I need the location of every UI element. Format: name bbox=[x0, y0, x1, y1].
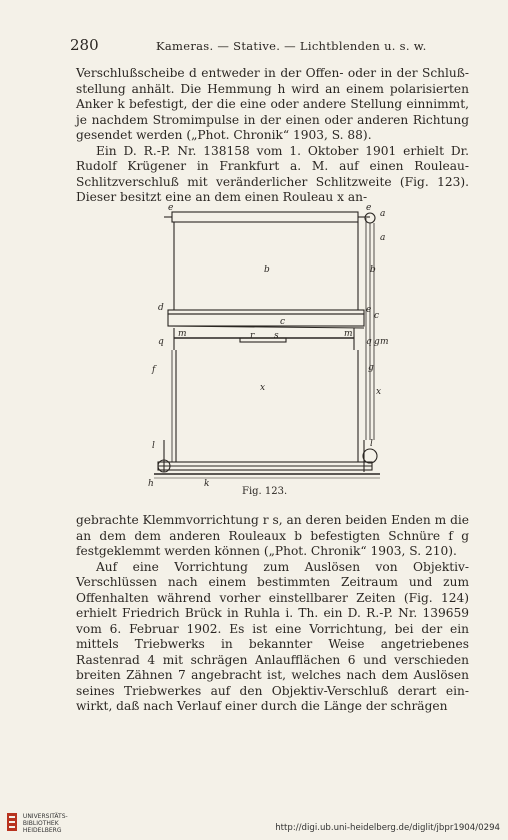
label-l: l bbox=[152, 441, 155, 451]
label-m: m bbox=[380, 337, 389, 347]
label-a: a bbox=[380, 233, 386, 243]
running-title: Kameras. — Stative. — Lichtblenden u. s. w. bbox=[156, 39, 427, 53]
top-roller bbox=[172, 212, 358, 222]
paragraph: Auf eine Vorrichtung zum Auslösen von Objektiv-Verschlüssen nach einem bestimmten Zeitraum und zum Offenhalten während vorher einstellbarer Zeiten (Fig. 124) erhielt Friedrich Brück in Ruhla i. Th. ein D. R.-P. Nr. 139659 vom 6. Februar 1902. Es ist eine Vorrichtung, bei der ein mittels Triebwerks in bekannter Weise angetriebenes Rastenrad 4 mit schrägen Anlaufflächen 6 und verschieden breiten Zähnen 7 angebracht ist, welches nach dem Auslösen seines Triebwerkes auf den Objektiv-Verschluß derart ein-wirkt, daß nach Verlauf einer durch die Länge der schrägen bbox=[76, 559, 469, 713]
label-h: h bbox=[148, 479, 154, 489]
label-b: b bbox=[264, 265, 270, 275]
label-q: q bbox=[158, 337, 164, 347]
label-m: m bbox=[344, 329, 353, 339]
label-k: k bbox=[204, 479, 210, 489]
body-text-bottom bbox=[76, 513, 469, 715]
library-logo[interactable] bbox=[6, 812, 68, 834]
label-f: f bbox=[152, 365, 156, 375]
shutter-drawing bbox=[154, 212, 380, 478]
figure-caption: Fig. 123. bbox=[242, 486, 288, 497]
label-b: b bbox=[370, 265, 376, 275]
label-e: e bbox=[366, 203, 372, 213]
page-number: 280 bbox=[70, 36, 99, 54]
figure-labels bbox=[148, 203, 389, 489]
library-line: BIBLIOTHEK bbox=[22, 820, 59, 827]
paragraph: Verschlußscheibe d entweder in der Offen- oder in der Schluß-stellung anhält. Die Hemmung h wird an einem polarisierten Anker k befestigt, der die eine oder andere Stellung einnimmt, je nachdem Stromimpulse in der einen oder anderen Richtung gesendet werden („Phot. Chronik“ 1903, S. 88). bbox=[76, 66, 469, 142]
label-x: x bbox=[376, 387, 382, 397]
top-pulley bbox=[365, 213, 375, 223]
university-seal-icon bbox=[6, 812, 18, 832]
page-header bbox=[70, 36, 470, 56]
library-line: UNIVERSITÄTS- bbox=[22, 813, 68, 820]
label-s: s bbox=[274, 331, 279, 341]
label-m: m bbox=[178, 329, 187, 339]
label-q: q bbox=[366, 337, 372, 347]
paragraph: gebrachte Klemmvorrichtung r s, an deren beiden Enden m die an dem dem anderen Rouleaux b befestigten Schnüre f g festgeklemmt werden können („Phot. Chronik“ 1903, S. 210). bbox=[76, 513, 469, 558]
label-g: g bbox=[368, 363, 374, 373]
label-c: c bbox=[374, 311, 380, 321]
label-l: l bbox=[370, 439, 373, 449]
label-d: d bbox=[158, 303, 164, 313]
figure-123-diagram bbox=[144, 200, 394, 496]
label-e: e bbox=[366, 305, 372, 315]
library-name bbox=[23, 812, 68, 834]
label-x: x bbox=[260, 383, 266, 393]
label-r: r bbox=[250, 331, 255, 341]
source-url-link[interactable]: http://digi.ub.uni-heidelberg.de/diglit/jbpr1904/0294 bbox=[275, 823, 500, 833]
label-a: a bbox=[380, 209, 386, 219]
library-line: HEIDELBERG bbox=[22, 827, 62, 834]
page-footer bbox=[0, 810, 508, 840]
label-c: c bbox=[280, 317, 286, 327]
body-text-top bbox=[76, 66, 469, 206]
label-e: e bbox=[168, 203, 174, 213]
label-g: g bbox=[374, 337, 380, 347]
paragraph: Ein D. R.-P. Nr. 138158 vom 1. Oktober 1901 erhielt Dr. Rudolf Krügener in Frankfurt a. M. auf einen Rouleau-Schlitzverschluß mit veränderlicher Schlitzweite (Fig. 123). Dieser besitzt eine an dem einen Rouleau x an- bbox=[76, 143, 469, 204]
